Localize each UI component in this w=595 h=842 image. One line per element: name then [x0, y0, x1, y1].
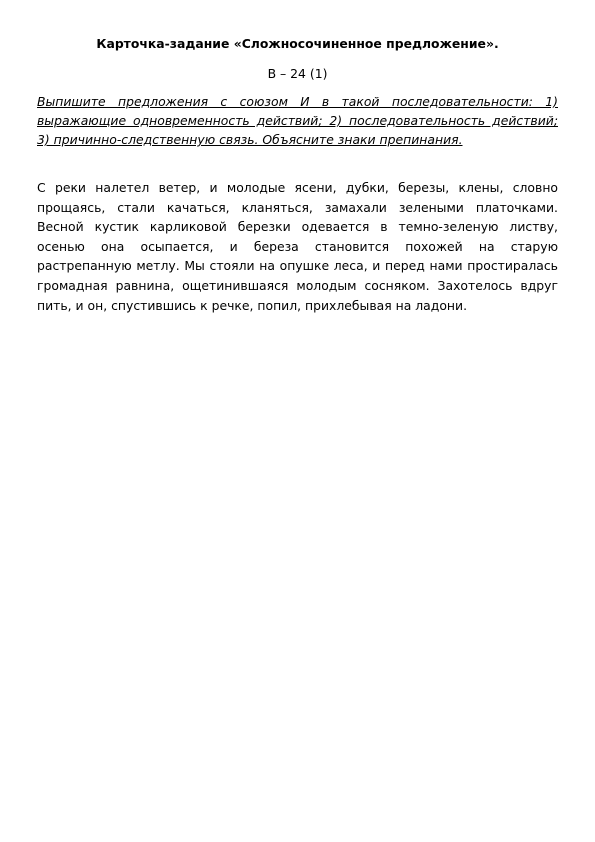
exercise-text: С реки налетел ветер, и молодые ясени, дубки, березы, клены, словно прощаясь, стали качаться, кланяться, замахали зелеными платочками. Весной кустик карликовой березки одевается в темно-зеленую листву, осенью она осыпается, и береза становится похожей на старую растрепанную метлу. Мы стояли на опушке леса, и перед нами простиралась громадная равнина, ощетинившаяся молодым сосняком. Захотелось вдруг пить, и он, спустившись к речке, попил, прихлебывая на ладони.	[37, 180, 558, 313]
card-title: Карточка-задание «Сложносочиненное предложение».	[96, 36, 499, 51]
variant-number: В – 24 (1)	[267, 66, 328, 81]
task-instructions: Выпишите предложения с союзом И в такой последовательности: 1) выражающие одновременность действий; 2) последовательность действий; 3) причинно-следственную связь. Объясните знаки препинания.	[37, 94, 558, 147]
